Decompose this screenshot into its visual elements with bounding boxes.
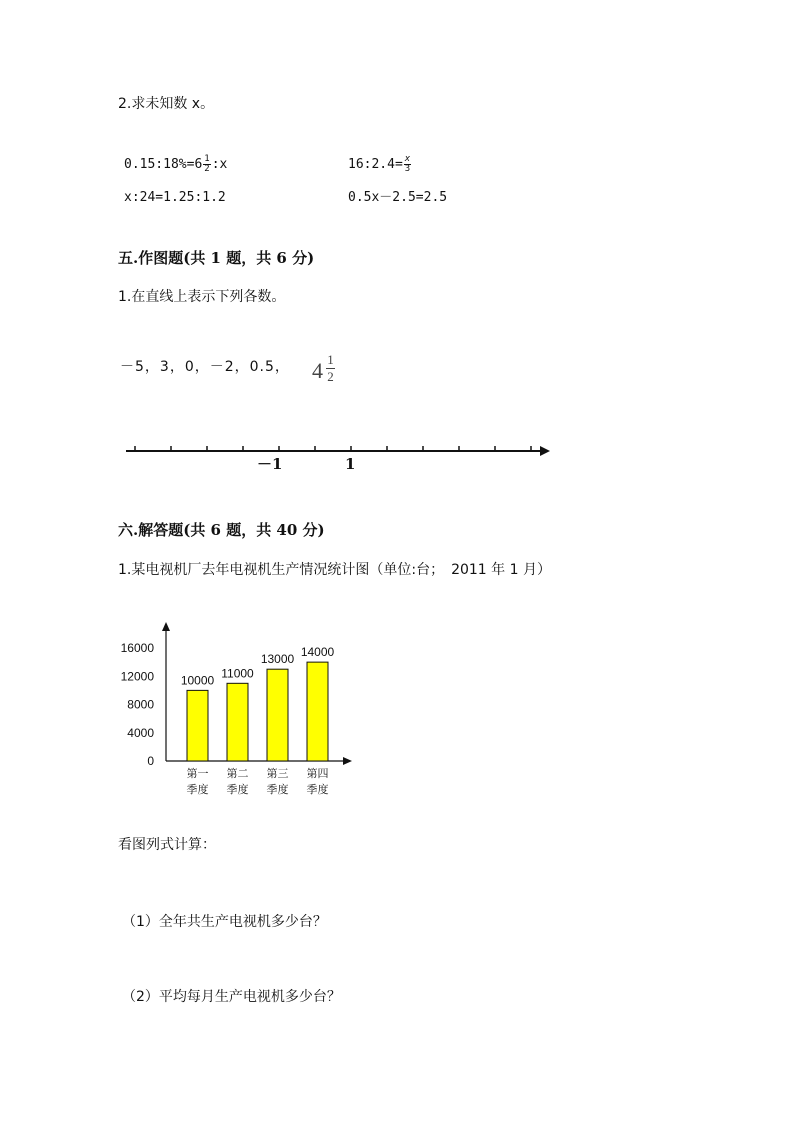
sub-question-1: （1）全年共生产电视机多少台？ — [122, 914, 327, 930]
equation-3: x:24=1.25:1.2 — [124, 190, 226, 205]
question-heading: 2.求未知数 x。 — [118, 96, 215, 112]
mixed-number-numerator: 1 — [327, 352, 334, 367]
equation-4: 0.5x－2.5=2.5 — [348, 190, 448, 205]
x-tick-label: 季度 — [226, 784, 249, 796]
bar-data-label: 14000 — [300, 645, 335, 660]
x-tick-label: 第一 — [186, 768, 209, 780]
x-tick-label: 季度 — [186, 784, 209, 796]
fraction-numerator: x — [404, 154, 411, 164]
axis-label-one: 1 — [345, 455, 356, 473]
equation-2-left: 16:2.4= — [348, 157, 403, 172]
x-tick-label: 第四 — [306, 768, 329, 780]
equation-1-left: 0.15:18%=6 — [124, 157, 203, 172]
section-5-question-1: 1.在直线上表示下列各数。 — [118, 289, 286, 305]
bar — [307, 662, 328, 761]
x-tick-label: 第二 — [226, 768, 249, 780]
x-tick-label: 季度 — [266, 784, 289, 796]
y-tick-label: 4000 — [127, 725, 154, 740]
y-tick-label: 0 — [147, 754, 154, 768]
bar — [227, 683, 248, 761]
bar — [187, 690, 208, 761]
bar — [267, 669, 288, 761]
x-tick-label: 季度 — [306, 784, 329, 796]
fraction-numerator: 1 — [204, 154, 210, 164]
fraction-denominator: 2 — [204, 164, 210, 174]
section-6-title: 六.解答题(共 6 题，共 40 分) — [118, 521, 325, 539]
fraction-denominator: 3 — [404, 164, 411, 174]
bar-data-label: 11000 — [221, 666, 254, 681]
section-5-title: 五.作图题(共 1 题，共 6 分) — [118, 249, 315, 267]
x-axis-arrow-icon — [343, 757, 352, 765]
mixed-number-denominator: 2 — [327, 369, 334, 384]
mixed-number-whole: 4 — [312, 358, 323, 383]
calc-prompt: 看图列式计算： — [118, 837, 216, 853]
numbers-list: －5，3，0，－2，0.5， — [120, 359, 290, 375]
y-tick-label: 8000 — [127, 697, 154, 712]
bar-data-label: 13000 — [260, 652, 295, 667]
x-tick-label: 第三 — [266, 768, 289, 780]
sub-question-2: （2）平均每月生产电视机多少台？ — [122, 989, 341, 1005]
y-axis-arrow-icon — [162, 622, 170, 631]
y-tick-label: 16000 — [120, 641, 154, 655]
axis-label-minus-one: －1 — [257, 455, 283, 473]
y-tick-label: 12000 — [120, 669, 154, 684]
equation-1-right: :x — [211, 157, 228, 172]
section-6-question-1: 1.某电视机厂去年电视机生产情况统计图（单位:台； 2011 年 1 月） — [118, 562, 551, 578]
bar-data-label: 10000 — [180, 673, 215, 688]
